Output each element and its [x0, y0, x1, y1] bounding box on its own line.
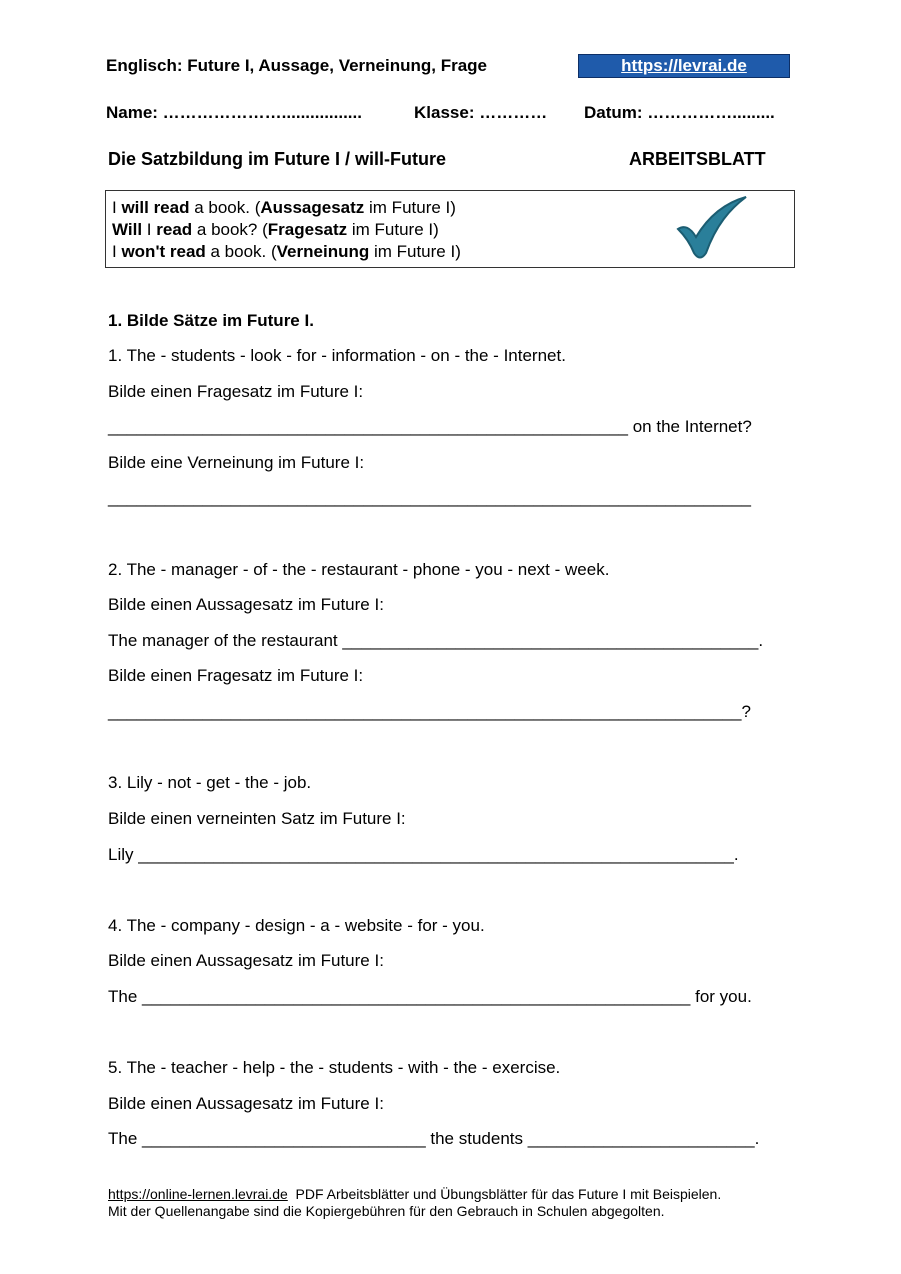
answer-line[interactable]: ___________________________________________________________________?: [108, 702, 751, 721]
instruction-text: Bilde einen verneinten Satz im Future I:: [108, 809, 406, 828]
instruction-text: Bilde einen Fragesatz im Future I:: [108, 666, 364, 685]
instruction-text: Bilde einen Aussagesatz im Future I:: [108, 1094, 384, 1113]
example-line-3: I won't read a book. (Verneinung im Future I): [112, 242, 461, 261]
footer-line-1: [108, 1186, 721, 1202]
instruction-text: Bilde einen Fragesatz im Future I:: [108, 382, 364, 401]
name-field: Name: ………………….................: [106, 103, 362, 122]
instruction-text: Bilde einen Aussagesatz im Future I:: [108, 951, 384, 970]
example-box: [105, 190, 795, 268]
answer-line[interactable]: ____________________________________________________________________: [108, 488, 751, 507]
footer-line-2: Mit der Quellenangabe sind die Kopiergebühren für den Gebrauch in Schulen abgegolten.: [108, 1203, 665, 1219]
answer-line[interactable]: _______________________________________________________ on the Internet?: [108, 417, 752, 436]
exercise-2-prompt: 2. The - manager - of - the - restaurant - phone - you - next - week.: [108, 560, 610, 579]
exercise-1-prompt: 1. The - students - look - for - information - on - the - Internet.: [108, 346, 566, 365]
instruction-text: Bilde eine Verneinung im Future I:: [108, 453, 365, 472]
footer-text: PDF Arbeitsblätter und Übungsblätter für das Future I mit Beispielen.: [287, 1186, 722, 1202]
answer-line[interactable]: The ______________________________ the students ________________________.: [108, 1129, 760, 1148]
worksheet-label: ARBEITSBLATT: [629, 149, 766, 169]
task-heading: 1. Bilde Sätze im Future I.: [108, 311, 314, 330]
example-line-1: I will read a book. (Aussagesatz im Future I): [112, 198, 456, 217]
site-link[interactable]: https://levrai.de: [578, 54, 790, 78]
exercise-3-prompt: 3. Lily - not - get - the - job.: [108, 773, 312, 792]
example-line-2: Will I read a book? (Fragesatz im Future I): [112, 220, 439, 239]
instruction-text: Bilde einen Aussagesatz im Future I:: [108, 595, 384, 614]
worksheet-title: Die Satzbildung im Future I / will-Future: [108, 149, 447, 169]
checkmark-icon: [672, 195, 752, 261]
datum-field: Datum: …………….........: [584, 103, 775, 122]
exercise-4-prompt: 4. The - company - design - a - website - for - you.: [108, 916, 485, 935]
exercise-5-prompt: 5. The - teacher - help - the - students - with - the - exercise.: [108, 1058, 561, 1077]
klasse-field: Klasse: …………: [414, 103, 548, 122]
subject-title: Englisch: Future I, Aussage, Verneinung, Frage: [106, 56, 487, 75]
answer-line[interactable]: The __________________________________________________________ for you.: [108, 987, 752, 1006]
footer-link[interactable]: https://online-lernen.levrai.de: [108, 1186, 288, 1202]
answer-line[interactable]: The manager of the restaurant ____________________________________________.: [108, 631, 764, 650]
answer-line[interactable]: Lily _______________________________________________________________.: [108, 845, 739, 864]
